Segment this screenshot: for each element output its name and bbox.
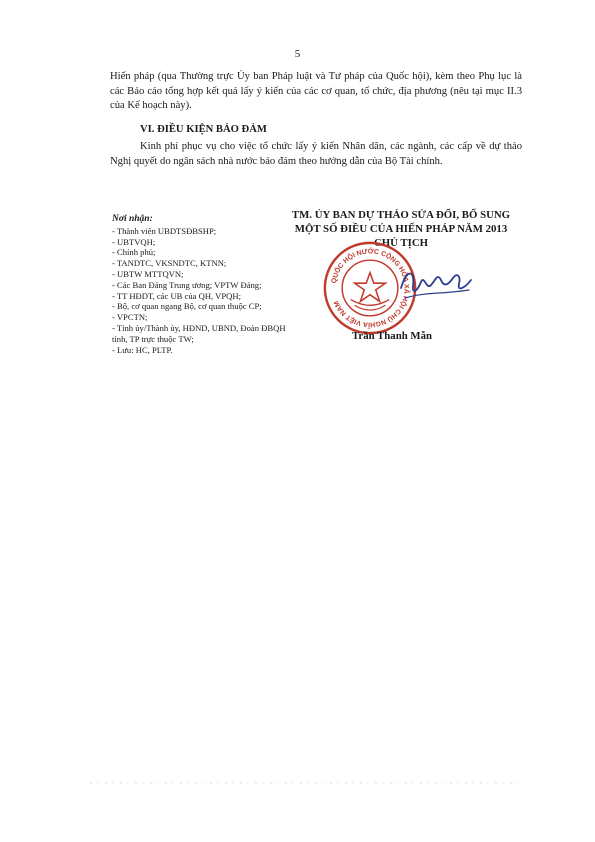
paragraph-funding: Kinh phí phục vụ cho việc tổ chức lấy ý kiến Nhân dân, các ngành, các cấp về dự thảo Nghị quyết do ngân sách nhà nước bảo đảm theo hướng dẫn của Bộ Tài chính. (110, 141, 522, 167)
signing-org-line-1: TM. ỦY BAN DỰ THẢO SỬA ĐỔI, BỔ SUNG (291, 209, 511, 221)
recipient-item: - Chính phủ; (112, 247, 156, 258)
recipient-item: - UBTW MTTQVN; (112, 268, 184, 279)
recipients-list (112, 214, 287, 355)
section-heading: VI. ĐIỀU KIỆN BẢO ĐẢM (140, 124, 267, 135)
recipient-item: - Thành viên UBDTSĐBSHP; (112, 225, 217, 236)
signer-name: Trần Thanh Mẫn (352, 330, 433, 342)
recipient-item: - TANDTC, VKSNDTC, KTNN; (112, 258, 227, 269)
recipients-title: Nơi nhận: (112, 214, 153, 224)
seal-text: QUỐC HỘI NƯỚC CỘNG HÒA XÃ HỘI CHỦ NGHĨA VIỆT NAM (330, 248, 410, 328)
signer-role: CHỦ TỊCH (373, 237, 429, 249)
recipient-item: - Tỉnh ủy/Thành ủy, HĐND, UBND, Đoàn ĐBQH tỉnh, TP trực thuộc TW; (112, 322, 286, 344)
handwritten-signature-icon (395, 258, 475, 308)
recipient-item: - TT HĐDT, các UB của QH, VPQH; (112, 290, 241, 301)
recipient-item: - UBTVQH; (112, 236, 156, 247)
recipient-item: - Lưu: HC, PLTP. (112, 344, 173, 355)
signing-org-line-2: MỘT SỐ ĐIỀU CỦA HIẾN PHÁP NĂM 2013 (294, 223, 508, 235)
paragraph-continuation: Hiến pháp (qua Thường trực Ủy ban Pháp luật và Tư pháp của Quốc hội), kèm theo Phụ lục là các Báo cáo tổng hợp kết quả lấy ý kiến của các cơ quan, tổ chức, địa phương (nêu tại mục II.3 của Kế hoạch này). (110, 71, 522, 111)
scan-artifact (90, 778, 520, 788)
recipient-item: - Các Ban Đảng Trung ương; VPTW Đảng; (112, 279, 262, 290)
recipient-item: - VPCTN; (112, 312, 148, 323)
page-number: 5 (294, 48, 301, 60)
recipient-item: - Bộ, cơ quan ngang Bộ, cơ quan thuộc CP; (112, 301, 262, 312)
